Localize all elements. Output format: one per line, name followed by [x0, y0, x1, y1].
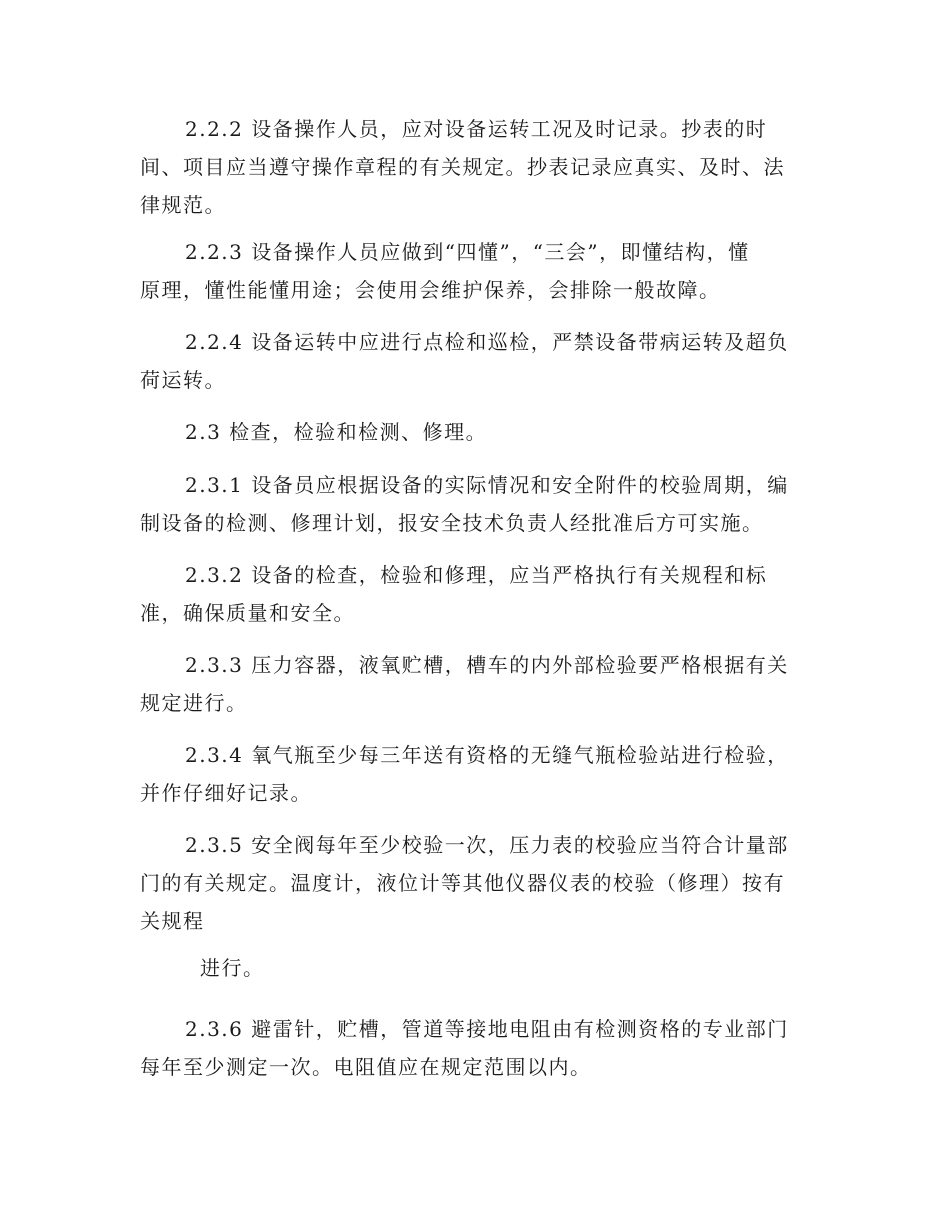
paragraph-line: 2.2.4 设备运转中应进行点检和巡检，严禁设备带病运转及超负	[185, 330, 789, 354]
paragraph-line: 2.3.1 设备员应根据设备的实际情况和安全附件的校验周期，编	[185, 473, 789, 497]
section-heading-2-3	[140, 413, 800, 451]
paragraph-2-3-5	[140, 826, 800, 940]
paragraph-line: 门的有关规定。温度计，液位计等其他仪器仪表的校验（修理）按有	[140, 871, 785, 895]
paragraph-line: 准，确保质量和安全。	[140, 601, 355, 625]
paragraph-2-3-6	[140, 1010, 800, 1086]
paragraph-line: 律规范。	[140, 193, 226, 217]
paragraph-line: 原理，懂性能懂用途；会使用会维护保养，会排除一般故障。	[140, 278, 721, 302]
paragraph-line: 2.3 检查，检验和检测、修理。	[185, 420, 488, 444]
paragraph-2-3-1	[140, 466, 800, 542]
paragraph-line: 规定进行。	[140, 691, 248, 715]
paragraph-line: 进行。	[200, 956, 265, 980]
paragraph-line: 2.2.3 设备操作人员应做到“四懂”，“三会”，即懂结构，懂	[185, 240, 750, 264]
paragraph-line: 2.2.2 设备操作人员，应对设备运转工况及时记录。抄表的时	[185, 117, 768, 141]
paragraph-line: 间、项目应当遵守操作章程的有关规定。抄表记录应真实、及时、法	[140, 155, 785, 179]
paragraph-line: 荷运转。	[140, 368, 226, 392]
paragraph-line: 制设备的检测、修理计划，报安全技术负责人经批准后方可实施。	[140, 511, 764, 535]
paragraph-2-3-4	[140, 736, 800, 812]
paragraph-line: 每年至少测定一次。电阻值应在规定范围以内。	[140, 1055, 592, 1079]
paragraph-line: 并作仔细好记录。	[140, 781, 312, 805]
paragraph-2-2-4	[140, 323, 800, 399]
paragraph-2-3-5-continuation	[140, 949, 800, 987]
paragraph-2-3-3	[140, 646, 800, 722]
paragraph-2-2-2	[140, 110, 800, 224]
paragraph-line: 2.3.2 设备的检查，检验和修理，应当严格执行有关规程和标	[185, 563, 768, 587]
paragraph-2-3-2	[140, 556, 800, 632]
paragraph-2-2-3	[140, 233, 800, 309]
paragraph-line: 2.3.5 安全阀每年至少校验一次，压力表的校验应当符合计量部	[185, 833, 789, 857]
paragraph-line: 2.3.4 氧气瓶至少每三年送有资格的无缝气瓶检验站进行检验，	[185, 743, 789, 767]
paragraph-line: 2.3.6 避雷针，贮槽，管道等接地电阻由有检测资格的专业部门	[185, 1017, 789, 1041]
paragraph-line: 关规程	[140, 909, 205, 933]
paragraph-line: 2.3.3 压力容器，液氧贮槽，槽车的内外部检验要严格根据有关	[185, 653, 789, 677]
